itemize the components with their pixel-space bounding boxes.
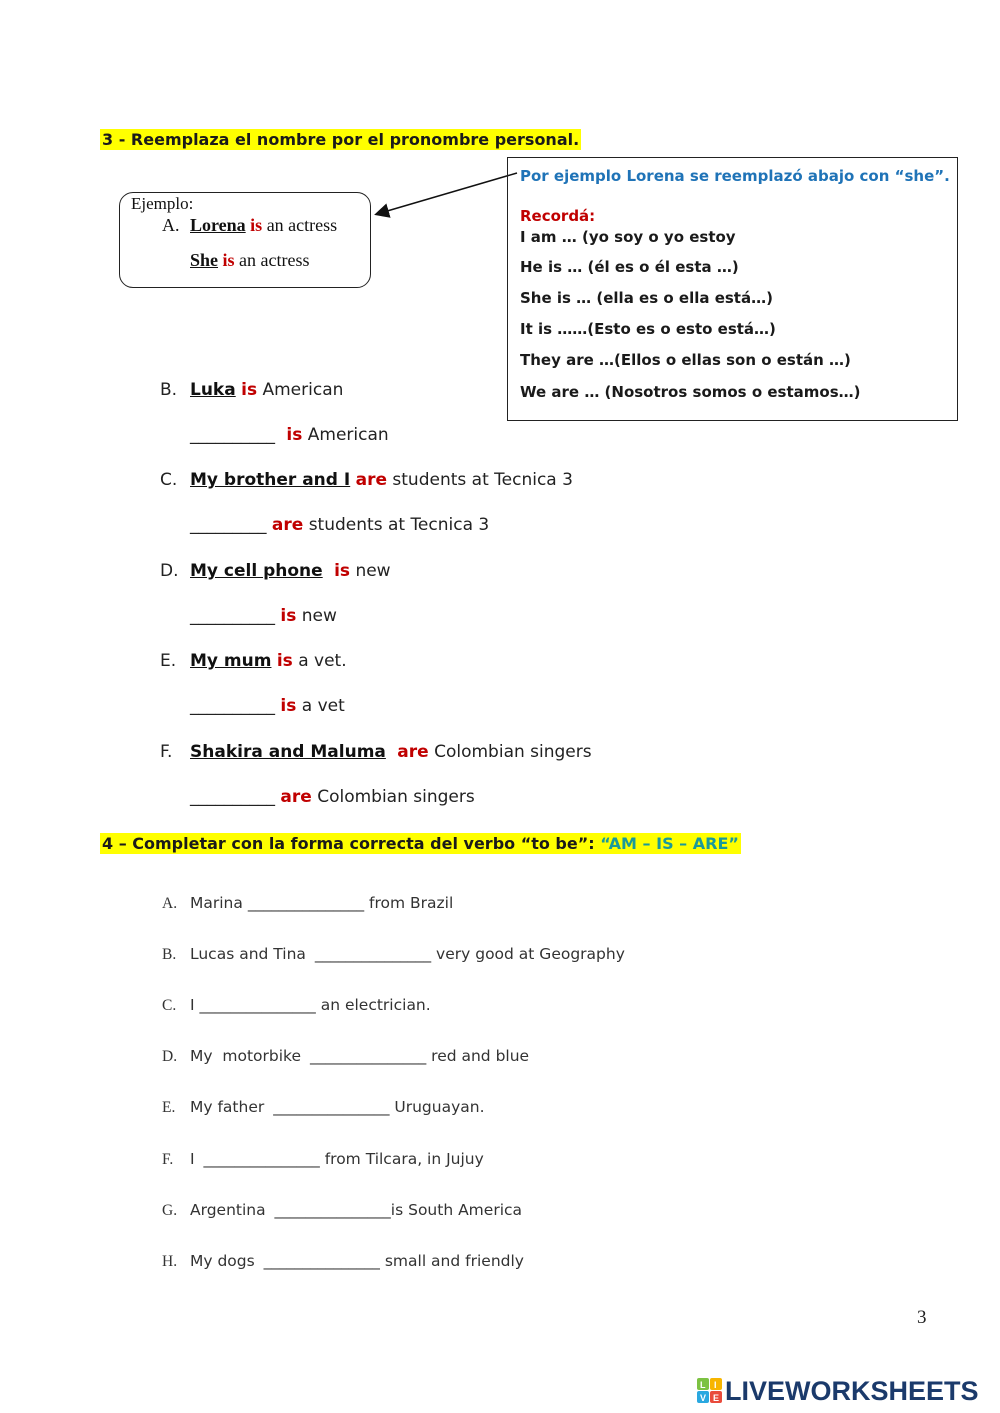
section-3-title: 3 - Reemplaza el nombre por el pronombre personal. <box>102 130 580 149</box>
brand-name: LIVEWORKSHEETS <box>725 1375 979 1406</box>
item-letter: B. <box>160 380 178 400</box>
answer-blank[interactable]: __________ <box>190 606 275 626</box>
item-rest: a vet. <box>298 651 347 671</box>
exercise-3-answer-d[interactable] <box>190 606 337 626</box>
example-letter: A. <box>162 215 180 235</box>
exercise-4-item-c <box>162 996 431 1015</box>
item-subject: My cell phone <box>190 561 323 581</box>
exercise-3-answer-f[interactable] <box>190 787 475 807</box>
answer-blank[interactable]: _______________ <box>314 945 432 963</box>
liveworksheets-brand[interactable] <box>697 1376 979 1406</box>
item-verb: are <box>271 515 304 535</box>
item-after: small and friendly <box>384 1252 524 1270</box>
answer-blank[interactable]: _________ <box>190 515 267 535</box>
tip-line: He is … (él es o él esta …) <box>520 258 739 276</box>
tip-box <box>507 157 958 421</box>
example-sentence-1 <box>162 215 337 236</box>
exercise-3-item-c <box>160 470 573 490</box>
exercise-4-item-d <box>162 1047 529 1066</box>
svg-text:I: I <box>714 1380 717 1390</box>
exercise-3-item-d <box>160 561 391 581</box>
tip-remember: Recordá: <box>520 207 596 225</box>
tip-line: We are … (Nosotros somos o estamos…) <box>520 383 861 401</box>
item-after: an electrician. <box>320 996 431 1014</box>
item-before: My motorbike <box>190 1047 302 1065</box>
answer-blank[interactable]: _______________ <box>247 894 365 912</box>
item-after: is South America <box>390 1201 523 1219</box>
item-verb: are <box>280 787 312 807</box>
item-subject: My brother and I <box>190 470 351 490</box>
answer-blank[interactable]: _______________ <box>263 1252 380 1270</box>
item-before: Marina <box>190 894 243 912</box>
exercise-4-item-g <box>162 1201 522 1220</box>
example-label: Ejemplo: <box>131 194 194 213</box>
answer-blank[interactable]: __________ <box>190 787 275 807</box>
item-letter: E. <box>162 1099 176 1116</box>
exercise-4-item-a <box>162 894 453 913</box>
item-before: I <box>190 1150 195 1168</box>
item-after: from Tilcara, in Jujuy <box>324 1150 484 1168</box>
exercise-3-answer-b[interactable] <box>190 425 389 445</box>
item-after: very good at Geography <box>436 945 625 963</box>
example-rest-2: an actress <box>239 250 310 270</box>
item-rest: American <box>262 380 344 400</box>
item-subject: My mum <box>190 651 272 671</box>
example-box <box>119 192 371 288</box>
answer-blank[interactable]: _______________ <box>274 1201 391 1219</box>
item-before: Lucas and Tina <box>190 945 306 963</box>
item-subject: Shakira and Maluma <box>190 742 386 762</box>
answer-blank[interactable]: _______________ <box>203 1150 320 1168</box>
answer-blank[interactable]: __________ <box>190 696 275 716</box>
arrow-icon <box>365 168 525 223</box>
item-before: Argentina <box>190 1201 266 1219</box>
item-after: red and blue <box>431 1047 530 1065</box>
item-rest: a vet <box>301 696 345 716</box>
item-letter: C. <box>160 470 178 490</box>
example-verb-2: is <box>222 250 235 270</box>
item-letter: D. <box>160 561 179 581</box>
exercise-4-item-e <box>162 1098 485 1117</box>
exercise-4-item-h <box>162 1252 524 1271</box>
exercise-3-answer-e[interactable] <box>190 696 345 716</box>
exercise-3-answer-c[interactable] <box>190 515 489 535</box>
exercise-4-item-f <box>162 1150 484 1169</box>
item-before: I <box>190 996 195 1014</box>
tip-intro: Por ejemplo Lorena se reemplazó abajo con “she”. <box>520 167 950 185</box>
liveworksheets-logo-icon <box>697 1378 723 1404</box>
item-verb: is <box>276 651 293 671</box>
item-rest: American <box>307 425 389 445</box>
item-letter: F. <box>162 1151 174 1168</box>
answer-blank[interactable]: _______________ <box>199 996 316 1014</box>
svg-text:V: V <box>700 1393 707 1403</box>
item-verb: is <box>241 380 258 400</box>
example-sentence-2 <box>190 250 310 271</box>
item-before: My father <box>190 1098 265 1116</box>
item-verb: is <box>280 696 297 716</box>
item-before: My dogs <box>190 1252 255 1270</box>
item-letter: G. <box>162 1202 178 1219</box>
item-verb: are <box>355 470 387 490</box>
answer-blank[interactable]: _______________ <box>309 1047 427 1065</box>
item-letter: F. <box>160 742 173 762</box>
item-after: from Brazil <box>369 894 454 912</box>
example-verb-1: is <box>250 215 263 235</box>
item-after: Uruguayan. <box>394 1098 485 1116</box>
svg-text:E: E <box>713 1393 720 1403</box>
item-letter: B. <box>162 946 177 963</box>
svg-text:L: L <box>700 1380 706 1390</box>
tip-line: She is … (ella es o ella está…) <box>520 289 773 307</box>
item-letter: A. <box>162 895 178 912</box>
item-verb: is <box>334 561 351 581</box>
example-subject-1: Lorena <box>190 215 246 235</box>
section-4-title <box>100 833 741 854</box>
page-number: 3 <box>917 1307 927 1328</box>
example-rest-1: an actress <box>266 215 338 235</box>
exercise-3-item-f <box>160 742 592 762</box>
item-letter: D. <box>162 1048 178 1065</box>
tip-line: They are …(Ellos o ellas son o están …) <box>520 351 851 369</box>
answer-blank[interactable]: _______________ <box>273 1098 390 1116</box>
item-rest: students at Tecnica 3 <box>392 470 573 490</box>
tip-line: It is ……(Esto es o esto está…) <box>520 320 776 338</box>
item-rest: Colombian singers <box>434 742 592 762</box>
item-letter: E. <box>160 651 177 671</box>
item-subject: Luka <box>190 380 236 400</box>
section-4-options: “AM – IS – ARE” <box>600 834 739 853</box>
tip-line: I am … (yo soy o yo estoy <box>520 228 736 246</box>
item-rest: students at Tecnica 3 <box>308 515 490 535</box>
item-rest: Colombian singers <box>317 787 475 807</box>
exercise-4-item-b <box>162 945 625 964</box>
item-letter: H. <box>162 1253 178 1270</box>
item-verb: is <box>280 606 297 626</box>
item-verb: are <box>397 742 429 762</box>
item-rest: new <box>301 606 337 626</box>
item-verb: is <box>286 425 303 445</box>
item-rest: new <box>355 561 391 581</box>
example-subject-2: She <box>190 250 219 270</box>
answer-blank[interactable]: __________ <box>190 425 275 445</box>
item-letter: C. <box>162 997 177 1014</box>
section-4-title-text: 4 – Completar con la forma correcta del verbo “to be”: <box>102 834 601 853</box>
exercise-3-item-b <box>160 380 343 400</box>
exercise-3-item-e <box>160 651 347 671</box>
